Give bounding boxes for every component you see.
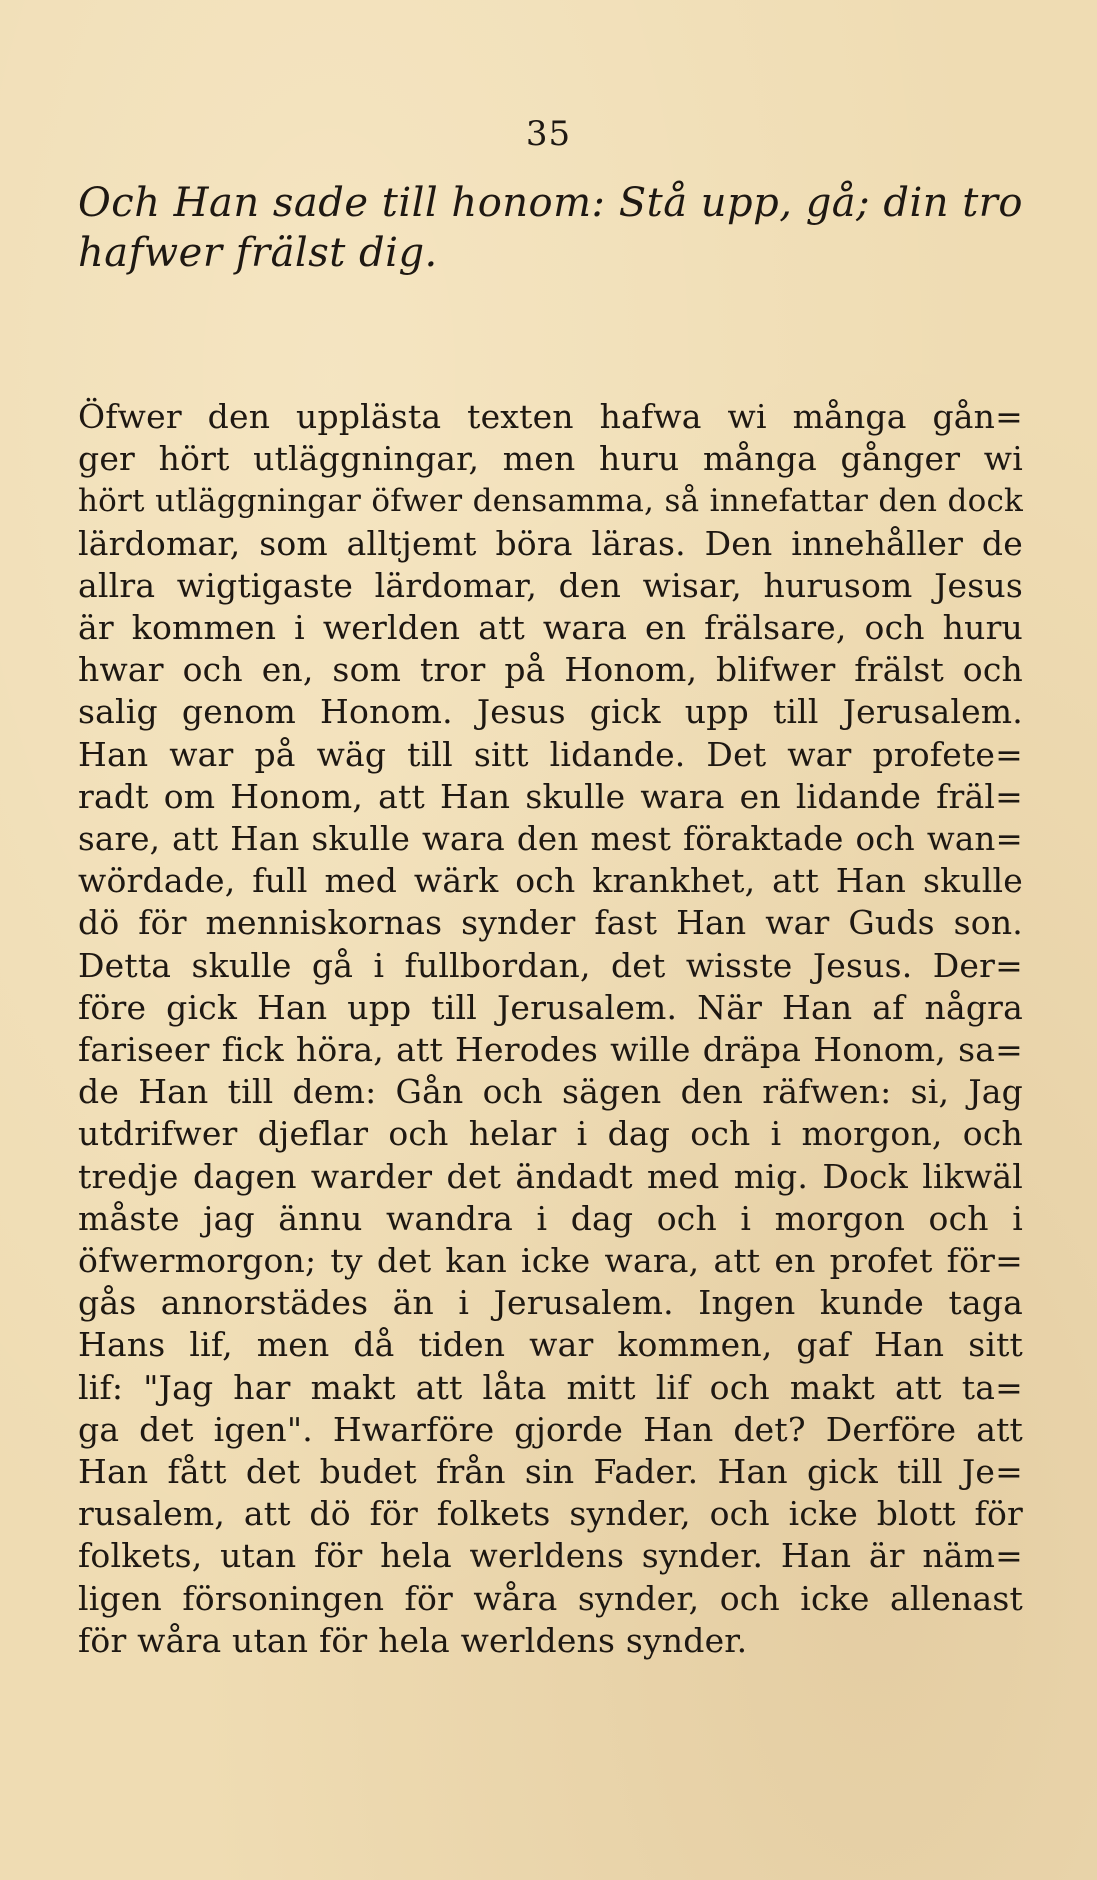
text-line: Han war på wäg till sitt lidande. Det war profete= [78,734,1023,774]
page-number: 35 [525,114,572,154]
text-line: fariseer fick höra, att Herodes wille dräpa Honom, sa= [78,1030,1023,1070]
text-line: wördade, full med wärk och krankhet, att Han skulle [78,861,1023,901]
text-line: Detta skulle gå i fullbordan, det wisste Jesus. Der= [78,945,1023,985]
text-line: tredje dagen warder det ändadt med mig. Dock likwäl [78,1156,1023,1196]
text-line: är kommen i werlden att wara en frälsare, och huru [78,608,1023,648]
text-line: före gick Han upp till Jerusalem. När Han af några [78,987,1023,1027]
scripture-verse: Och Han sade till honom: Stå upp, gå; din tro hafwer frälst dig. [78,180,1023,276]
text-line: lärdomar, som alltjemt böra läras. Den innehåller de [78,523,1023,563]
text-line: Öfwer den upplästa texten hafwa wi många gån= [78,397,1023,436]
text-line: lif: "Jag har makt att låta mitt lif och makt att ta= [78,1367,1023,1407]
text-line: hwar och en, som tror på Honom, blifwer frälst och [78,650,1023,690]
text-line: öfwermorgon; ty det kan icke wara, att en profet för= [78,1241,1023,1281]
text-line: radt om Honom, att Han skulle wara en lidande fräl= [78,776,1023,816]
text-line: salig genom Honom. Jesus gick upp till Jerusalem. [78,692,1023,732]
text-line: rusalem, att dö för folkets synder, och icke blott för [78,1494,1023,1534]
text-line: utdrifwer djeflar och helar i dag och i morgon, och [78,1114,1023,1154]
text-line: ga det igen". Hwarföre gjorde Han det? Derföre att [78,1409,1023,1449]
text-line: ligen försoningen för wåra synder, och icke allenast [78,1578,1023,1618]
text-line: dö för menniskornas synder fast Han war Guds son. [78,903,1023,943]
text-line: folkets, utan för hela werldens synder. Han är näm= [78,1536,1023,1576]
text-line: Han fått det budet från sin Fader. Han gick till Je= [78,1452,1023,1492]
text-line: Hans lif, men då tiden war kommen, gaf Han sitt [78,1325,1023,1365]
text-line: allra wigtigaste lärdomar, den wisar, hurusom Jesus [78,565,1023,605]
text-line: ger hört utläggningar, men huru många gånger wi [78,439,1023,479]
text-line: måste jag ännu wandra i dag och i morgon och i [78,1198,1023,1238]
text-line: gås annorstädes än i Jerusalem. Ingen kunde taga [78,1283,1023,1323]
sermon-text [78,396,1023,1662]
text-line: för wåra utan för hela werldens synder. [78,1620,748,1660]
text-line: sare, att Han skulle wara den mest föraktade och wan= [78,820,1023,859]
text-line: hört utläggningar öfwer densamma, så innefattar den dock [78,483,1023,520]
text-line: de Han till dem: Gån och sägen den räfwen: si, Jag [78,1072,1023,1112]
